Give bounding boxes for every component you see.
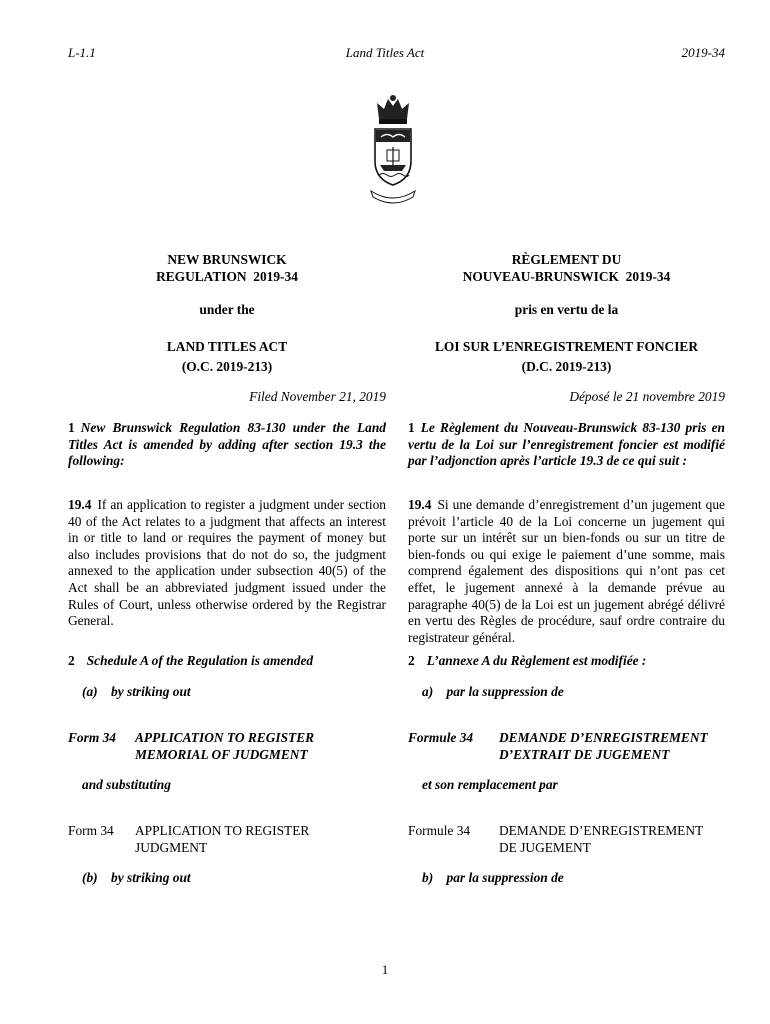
en-substituting: and substituting bbox=[82, 777, 171, 792]
en-order: (O.C. 2019-213) bbox=[181, 358, 273, 374]
fr-section-2: 2 L’annexe A du Règlement est modifiée : bbox=[408, 653, 647, 668]
fr-act-name: LOI SUR L’ENREGISTREMENT FONCIER bbox=[434, 339, 699, 354]
en-under: under the bbox=[199, 302, 255, 317]
en-title-line1: NEW BRUNSWICK bbox=[167, 252, 287, 267]
fr-order: (D.C. 2019-213) bbox=[521, 358, 612, 374]
en-new-form: Form 34 APPLICATION TO REGISTER JUDGMENT bbox=[68, 823, 310, 855]
fr-title-line2: NOUVEAU-BRUNSWICK 2019-34 bbox=[462, 268, 671, 284]
en-section-2: 2 Schedule A of the Regulation is amended bbox=[68, 653, 314, 668]
fr-paragraph-a: a) par la suppression de bbox=[422, 684, 564, 699]
en-paragraph-b: (b) by striking out bbox=[82, 870, 191, 885]
en-title-line2: REGULATION 2019-34 bbox=[156, 268, 298, 284]
header-center: Land Titles Act bbox=[345, 45, 425, 60]
header-left: L-1.1 bbox=[68, 45, 96, 60]
fr-paragraph-b: b) par la suppression de bbox=[422, 870, 564, 885]
fr-filed-date: Déposé le 21 novembre 2019 bbox=[569, 389, 725, 404]
en-section-1: 1 New Brunswick Regulation 83-130 under the Land Titles Act is amended by adding after section 19.3 the following: bbox=[68, 420, 386, 469]
fr-title-line1: RÈGLEMENT DU bbox=[511, 252, 622, 267]
fr-old-form: Formule 34 DEMANDE D’ENREGISTREMENT D’EXTRAIT DE JUGEMENT bbox=[408, 730, 708, 762]
fr-substituting: et son remplacement par bbox=[422, 777, 558, 792]
header-right: 2019-34 bbox=[681, 45, 725, 60]
en-paragraph-a: (a) by striking out bbox=[82, 684, 191, 699]
en-old-form: Form 34 APPLICATION TO REGISTER MEMORIAL OF JUDGMENT bbox=[68, 730, 315, 762]
fr-section-1: 1 Le Règlement du Nouveau-Brunswick 83-130 pris en vertu de la Loi sur l’enregistrement foncier est modifié par l’adjonction après l’article 19.3 de ce qui suit : bbox=[408, 420, 725, 469]
fr-under: pris en vertu de la bbox=[514, 302, 619, 317]
en-act-name: LAND TITLES ACT bbox=[166, 339, 288, 354]
coat-of-arms-icon bbox=[367, 93, 419, 205]
fr-section-19-4: 19.4 Si une demande d’enregistrement d’un jugement que prévoit l’article 40 de la Loi concerne un jugement qui porte sur un intérêt sur un bien-fonds ou sur un titre de bien-fonds ou qui exige le paiement d’une somme, mais comprend également des dispositions qui n’ont pas cet effet, le jugement annexé à la demande prévue au paragraphe 40(5) de la Loi est un jugement abrégé délivré en vertu des Règles de procédure, sauf ordre contraire du registrateur général. bbox=[408, 497, 725, 645]
en-section-19-4: 19.4 If an application to register a judgment under section 40 of the Act relates to a judgment that affects an interest in or title to land or requires the payment of money but also includes provisions that do not do so, the judgment annexed to the application under subsection 40(5) of the Act shall be an abbreviated judgment issued under the Rules of Court, unless otherwise ordered by the Registrar General. bbox=[68, 497, 386, 629]
page-number: 1 bbox=[381, 962, 389, 977]
en-filed-date: Filed November 21, 2019 bbox=[249, 389, 386, 404]
fr-new-form: Formule 34 DEMANDE D’ENREGISTREMENT DE JUGEMENT bbox=[408, 823, 704, 855]
